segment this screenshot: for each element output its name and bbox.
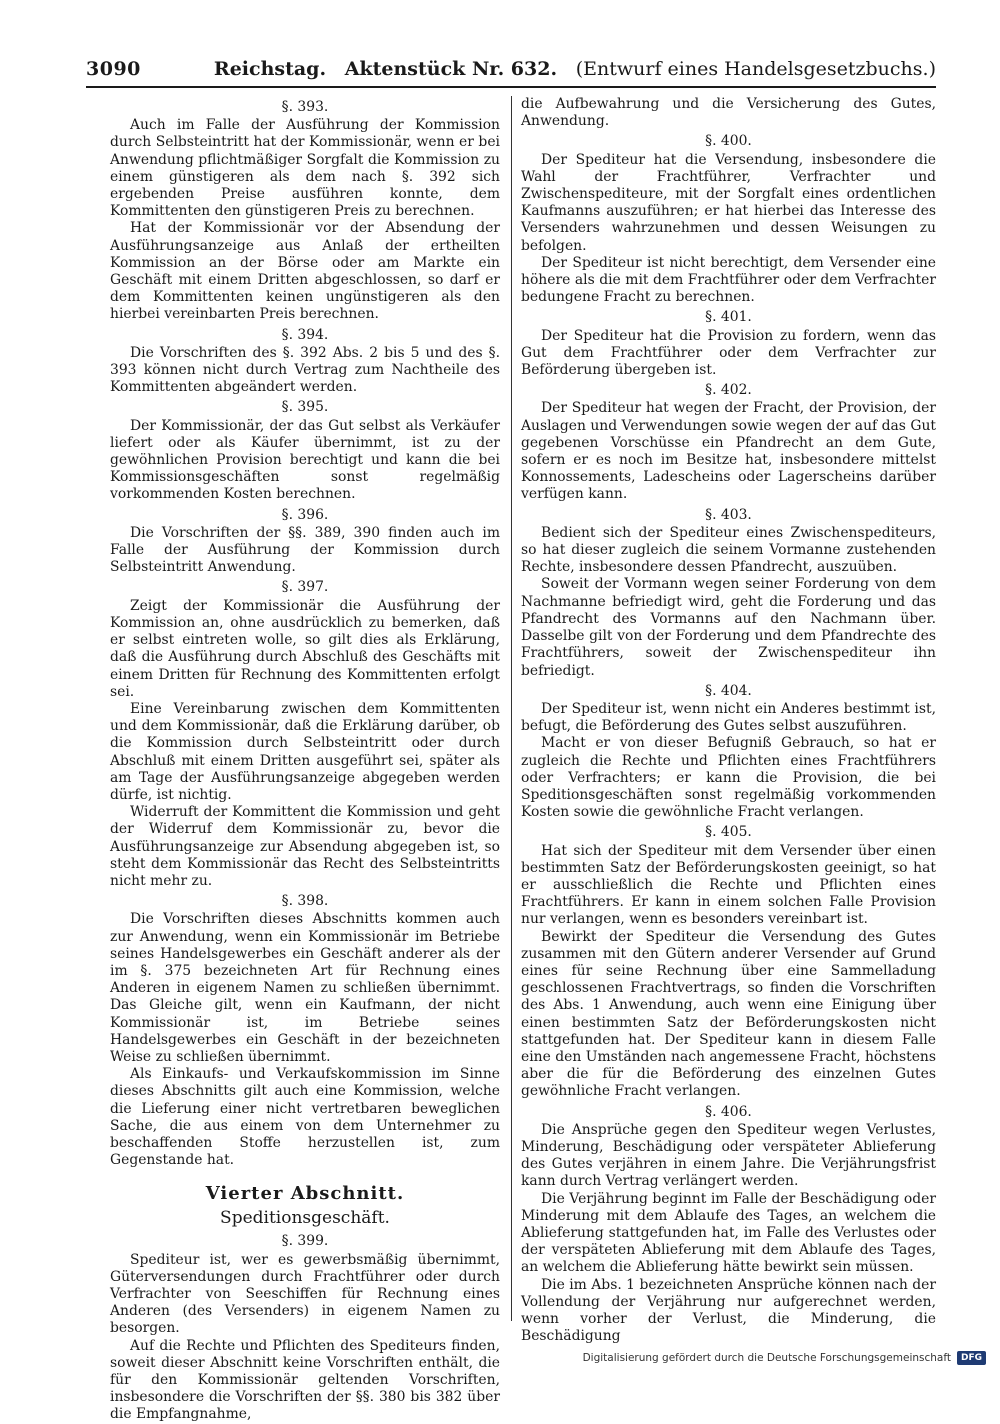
- paragraph: Die Vorschriften des §. 392 Abs. 2 bis 5 und des §. 393 können nicht durch Vertrag zum Nachtheile des Kommittenten abgeändert werden.: [110, 344, 500, 396]
- paragraph-continuation: die Aufbewahrung und die Versicherung des Gutes, Anwendung.: [521, 96, 936, 130]
- paragraph: Spediteur ist, wer es gewerbsmäßig übernimmt, Güterversendungen durch Frachtführer oder durch Verfrachter von Seeschiffen für Rechnung eines Anderen (des Versenders) in eigenem Namen zu besorgen.: [110, 1251, 500, 1337]
- page-number: 3090: [86, 58, 141, 80]
- paragraph: Bewirkt der Spediteur die Versendung des Gutes zusammen mit den Gütern anderer Versender auf Grund eines für seine Rechnung über eine Sammelladung geschlossenen Frachtvertrags, so finden die Vorschriften des Abs. 1 Anwendung, auch wenn eine Einigung über einen bestimmten Satz der Beförderungskosten nicht stattgefunden hat. Der Spediteur kann in diesem Falle eine den Umständen nach angemessene Fracht, höchstens aber die für die Beförderung des einzelnen Gutes gewöhnliche Fracht verlangen.: [521, 928, 936, 1100]
- paragraph: Der Spediteur ist, wenn nicht ein Anderes bestimmt ist, befugt, die Beförderung des Gutes selbst auszuführen.: [521, 700, 936, 735]
- section-number: §. 398.: [281, 893, 329, 910]
- section-number: §. 402.: [705, 382, 752, 399]
- paragraph: Eine Vereinbarung zwischen dem Kommittenten und dem Kommissionär, daß die Erklärung darüber, ob die Kommission durch Selbsteintritt oder durch Abschluß mit einem Dritten ausgeführt sei, später als am Tage der Ausführungsanzeige abgegeben werden dürfe, ist nichtig.: [110, 700, 500, 803]
- page-header: [86, 58, 936, 86]
- section-number: §. 393.: [281, 99, 329, 115]
- running-title-subject: (Entwurf eines Handelsgesetzbuchs.): [575, 58, 936, 80]
- paragraph: Bedient sich der Spediteur eines Zwischenspediteurs, so hat dieser zugleich die seinem Vormanne zustehenden Rechte, insbesondere dessen Pfandrecht, auszuüben.: [521, 524, 936, 576]
- paragraph: Auf die Rechte und Pflichten des Spediteurs finden, soweit dieser Abschnitt keine Vorschriften enthält, die für den Kommissionär geltenden Vorschriften, insbesondere die Vorschriften der §§. 380 bis 382 über die Empfangnahme,: [110, 1337, 500, 1423]
- paragraph: Macht er von dieser Befugniß Gebrauch, so hat er zugleich die Rechte und Pflichten eines Frachtführers oder Verfrachters; er kann die Provision, die bei Speditionsgeschäften sonst regelmäßig vorkommenden Kosten sowie die gewöhnliche Fracht verlangen.: [521, 735, 936, 821]
- chapter-subheading: Speditionsgeschäft.: [220, 1208, 390, 1229]
- section-number: §. 399.: [281, 1233, 329, 1250]
- footer-credit: Digitalisierung gefördert durch die Deutsche Forschungsgemeinschaft: [582, 1352, 951, 1364]
- chapter-heading: Vierter Abschnitt.: [205, 1183, 405, 1205]
- paragraph: Der Kommissionär, der das Gut selbst als Verkäufer liefert oder als Käufer übernimmt, ist zu der gewöhnlichen Provision berechtigt und kann die bei Kommissionsgeschäften sonst regelmäßig vorkommenden Kosten berechnen.: [110, 417, 500, 503]
- paragraph: Hat sich der Spediteur mit dem Versender über einen bestimmten Satz der Beförderungskosten geeinigt, so hat er ausschließlich die Rechte und Pflichten eines Frachtführers. Er kann in einem solchen Falle Provision nur verlangen, wenn es besonders vereinbart ist.: [521, 842, 936, 928]
- paragraph: Der Spediteur hat die Versendung, insbesondere die Wahl der Frachtführer, Verfrachter und Zwischenspediteure, mit der Sorgfalt eines ordentlichen Kaufmanns auszuführen; er hat hierbei das Interesse des Versenders wahrzunehmen und dessen Weisungen zu befolgen.: [521, 151, 936, 254]
- section-number: §. 400.: [705, 133, 752, 150]
- left-column: [110, 96, 500, 1423]
- paragraph: Als Einkaufs- und Verkaufskommission im Sinne dieses Abschnitts gilt auch eine Kommission, welche die Lieferung einer nicht vertretbaren beweglichen Sache, die aus einem von dem Unternehmer zu beschaffenden Stoffe herzustellen ist, zum Gegenstande hat.: [110, 1066, 500, 1169]
- section-number: §. 395.: [281, 399, 329, 416]
- section-number: §. 401.: [705, 309, 752, 326]
- section-number: §. 406.: [705, 1103, 752, 1120]
- paragraph: Auch im Falle der Ausführung der Kommission durch Selbsteintritt hat der Kommissionär, wenn er bei Anwendung pflichtmäßiger Sorgfalt die Kommission zu einem günstigeren als dem nach §. 392 sich ergebenden Preise ausführen konnte, dem Kommittenten den günstigeren Preis zu berechnen.: [110, 117, 500, 220]
- paragraph: Der Spediteur hat wegen der Fracht, der Provision, der Auslagen und Verwendungen sowie wegen der auf das Gut gegebenen Vorschüsse ein Pfandrecht an dem Gute, sofern er es noch im Besitze hat, insbesondere mittelst Konnossements, Ladescheins oder Lagerscheins darüber verfügen kann.: [521, 400, 936, 503]
- running-title-document: Aktenstück Nr. 632.: [344, 58, 558, 80]
- section-number: §. 405.: [705, 824, 752, 841]
- paragraph: Hat der Kommissionär vor der Absendung der Ausführungsanzeige aus Anlaß der ertheilten Kommission an der Börse oder am Markte ein Geschäft mit einem Dritten abgeschlossen, so darf er dem Kommittenten keinen ungünstigeren als den hierbei vereinbarten Preis berechnen.: [110, 220, 500, 323]
- paragraph: Zeigt der Kommissionär die Ausführung der Kommission an, ohne ausdrücklich zu bemerken, daß er selbst eintreten wolle, so gilt dies als Erklärung, daß die Ausführung durch Abschluß des Geschäfts mit einem Dritten für Rechnung des Kommittenten erfolgt sei.: [110, 597, 500, 700]
- right-column: [521, 96, 936, 1345]
- section-number: §. 397.: [281, 579, 329, 596]
- section-number: §. 403.: [705, 506, 752, 523]
- section-number: §. 394.: [281, 326, 329, 343]
- section-number: §. 404.: [705, 682, 752, 699]
- running-title: [202, 58, 936, 80]
- page-footer: [583, 1349, 986, 1367]
- paragraph: Die im Abs. 1 bezeichneten Ansprüche können nach der Vollendung der Verjährung nur aufgerechnet werden, wenn vorher der Verlust, die Minderung, die Beschädigung: [521, 1276, 936, 1345]
- dfg-logo: DFG: [957, 1351, 986, 1365]
- column-divider: [511, 96, 512, 1321]
- paragraph: Die Verjährung beginnt im Falle der Beschädigung oder Minderung mit dem Ablaufe des Tages, an welchem die Ablieferung stattgefunden hat, im Falle des Verlustes oder der verspäteten Ablieferung mit dem Ablaufe des Tages, an welchem die Ablieferung hätte bewirkt sein müssen.: [521, 1190, 936, 1276]
- paragraph: Die Ansprüche gegen den Spediteur wegen Verlustes, Minderung, Beschädigung oder verspäteter Ablieferung des Gutes verjähren in einem Jahre. Die Verjährungsfrist kann durch Vertrag verlängert werden.: [521, 1121, 936, 1190]
- paragraph: Der Spediteur hat die Provision zu fordern, wenn das Gut dem Frachtführer oder dem Verfrachter zur Beförderung übergeben ist.: [521, 327, 936, 379]
- paragraph: Die Vorschriften dieses Abschnitts kommen auch zur Anwendung, wenn ein Kommissionär im Betriebe seines Handelsgewerbes ein Geschäft anderer als der im §. 375 bezeichneten Art für Rechnung eines Anderen in eigenem Namen zu schließen übernimmt. Das Gleiche gilt, wenn ein Kaufmann, der nicht Kommissionär ist, im Betriebe seines Handelsgewerbes ein Geschäft in der bezeichneten Weise zu schließen übernimmt.: [110, 911, 500, 1065]
- paragraph: Die Vorschriften der §§. 389, 390 finden auch im Falle der Ausführung der Kommission durch Selbsteintritt Anwendung.: [110, 524, 500, 576]
- section-number: §. 396.: [281, 506, 329, 523]
- paragraph: Der Spediteur ist nicht berechtigt, dem Versender eine höhere als die mit dem Frachtführer oder dem Verfrachter bedungene Fracht zu berechnen.: [521, 254, 936, 306]
- header-rule: [86, 86, 936, 88]
- paragraph: Widerruft der Kommittent die Kommission und geht der Widerruf dem Kommissionär zu, bevor die Ausführungsanzeige zur Absendung abgegeben ist, so steht dem Kommissionär das Recht des Selbsteintritts nicht mehr zu.: [110, 804, 500, 889]
- paragraph: Soweit der Vormann wegen seiner Forderung von dem Nachmanne befriedigt wird, geht die Forderung und das Pfandrecht des Vormanns auf den Nachmann über. Dasselbe gilt von der Forderung und dem Pfandrechte des Frachtführers, soweit der Zwischenspediteur ihn befriedigt.: [521, 576, 936, 679]
- running-title-body: Reichstag.: [213, 58, 327, 80]
